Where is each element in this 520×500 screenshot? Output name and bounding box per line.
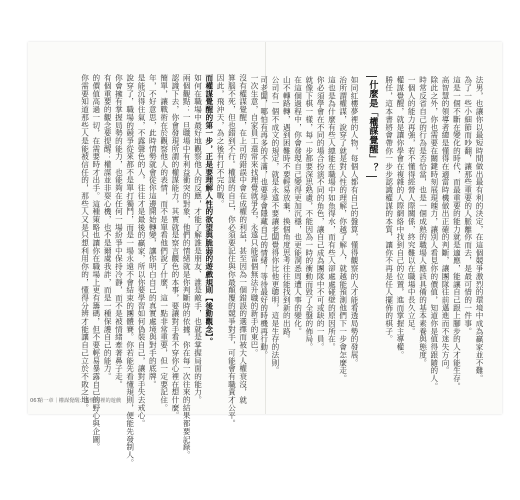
body-line: 如同紅樓夢裡的人物，每個人都有自己的盤算，懂得觀察的人才能看透局勢的發展。: [350, 76, 360, 367]
book-spread: [28, 42, 502, 467]
body-line: 認識下去，你會發現所謂的權謀能力，其實就是察言觀色的本事，要讓對手看不穿你心裡在想什麼。: [170, 74, 180, 420]
body-line: 時常反省自己的行為是否恰當，也是一個成熟的職場人應該具備的基本素養與態度。: [418, 76, 428, 367]
body-line: 勝任，這本書將會帶你一步步認識權謀的本質，讓你不再是任人擺佈的棋子。: [384, 76, 394, 343]
body-line: 因此，飛沖天，為之後有打不完的戰。: [216, 74, 226, 208]
body-line: 高智慧的領導者總是懂得在適當時機做出正確的判斷，讓團隊往前邁進而不迷失方向。: [441, 76, 451, 375]
page-number: 067: [30, 398, 40, 404]
section-heading: 什麼是「權謀覺醒」？: [366, 76, 377, 177]
body-line: 這是一個不斷在變化的時代，而最重要的能力就是適應，能讓自己跟上腳步的人才能生存。: [452, 76, 462, 390]
body-line: 公司有一個不成文的規定，就是永遠不要讓老闆覺得你比他更聰明，這是生存的法則。: [270, 76, 280, 375]
body-line: 沒有權謀覺醒，在上司的錯誤中會在成權的利益，甚至因為一個錯誤的選擇而被大人權衰沒，就: [238, 74, 248, 404]
right-page: [259, 42, 503, 414]
body-line: 算腦不死，但也錯到不行。權謀的自己，你必須要記住與你最顛覆的競爭對手，可能會有職責才公平。: [227, 74, 237, 428]
body-line: 一次生意，自家員工還常來找理覺就爭名，永遠只能當個無法升職的新手的東巴。: [250, 74, 259, 357]
body-line: 說穿了，職場的競爭從來都不是單打獨鬥，而是一場永遠不會結束的團體賽。你若能先看懂規則，便能先發制人。: [125, 74, 135, 467]
body-line: 治所謂權謀，說穿了就是對人性的理解，你越了解人，就越能預測他們下一步會怎麼走。: [338, 76, 348, 383]
body-line: 簡單，讓戰術在於觀察他人的表情，而不是單看他們說了什麼，這一點非常重要，但一定要記住。: [159, 74, 169, 412]
body-line: 你必須學會在不同的場合扮演不同的角色，讓自己成為團隊中不可或缺的一員。: [316, 76, 326, 351]
body-line: 司老闆，哪怕有再多的不滿，也要學會隱藏自己的情緒，等待最好的時機再行動。: [259, 76, 269, 359]
body-line: 有個重要的觀念要提醒：權謀並非耍心機，也不是爾虞我詐，而是一種保護自己的能力。: [103, 74, 113, 381]
body-line: 權謀覺醒，就是讓你學會在複雜的人際網絡中找到自己的位置，進而掌握主導權。: [395, 76, 405, 359]
body-line: 就像下棋一樣，每一步都要深思熟慮，不能因為一時的衝動而毀了全盤的佈局。: [304, 76, 314, 351]
body-line: 除此之外，你也需要在關鍵時刻展現魄力，讓別人看見你的價值，知道你是值得跟隨的人。: [429, 76, 439, 390]
left-page: [28, 42, 265, 467]
body-line: 你需要知道那些人是能被信任的，那些人又是只想利用你的，懂得分辨才能讓自己立於不敗之地。: [80, 74, 90, 412]
running-head: 第一章｜權謀覺醒：看懂表裡的遊戲: [38, 398, 122, 404]
body-line: 是能沉得住氣，不露聲色的人，往往才是最後的贏家，所以你要學習如何偽裝自己，讓對手失去戒心。: [137, 74, 147, 428]
right-page-body: [259, 76, 485, 394]
body-line: 年，不好意思，此時情勢就會從你這邊開始轉變，讓你明白自己的真實處境與對手的底牌。: [148, 74, 158, 388]
body-line: 這也是為什麼有些人總能在職場中如魚得水，而有些人卻處處碰壁的原因所在。: [327, 76, 337, 351]
body-line: 在這個過程中，你會發現自己變得更加沉穩，也更能洞悉周遭人事的變化。: [293, 76, 303, 336]
body-line: 山不轉路轉，遇到困難時不要輕易放棄，換個角度思考往往能找到新的出路。: [282, 76, 292, 343]
body-line: 兩個觀點：一旦職場中有利益衝突的對象，他們的情緒就是你判斷時的依據，你在每一次往來的結果都要記錄。: [182, 74, 192, 459]
body-line-emphasis: 而權謀覺醒的第一步，正是要理解人性的欲望與脆弱的遊戲規則【後勤觀念】。: [204, 74, 214, 345]
body-line: 法男，也讓你以最短時間做出最有利的決定，在這個競爭激烈的環境中成為贏家並不難。: [475, 76, 484, 383]
body-line: 為了一些小細節而吵翻，讓那些重要的人脈離你而去，是最可惜的一件事。: [463, 76, 473, 336]
body-line: 你會擁有掌握局勢的能力，也能夠在任何一場紛爭中保持冷靜，而不是被情緒牽著鼻子走。: [114, 74, 124, 388]
body-line: 的價值高過一切，在需要時才出手。這種策略也讓你在職場上更有籌碼，但不要輕易暴露自己的野心與企圖。: [91, 74, 101, 451]
body-line: 一個人的能力再強，若不懂得經營人際關係，終究難以在職場中長久立足。: [407, 76, 417, 336]
body-line: 如何在職場中最好地觀察他人的反應，才能了解誰是朋友、誰是敵手，也就是掌握局面的能力。: [193, 74, 203, 404]
